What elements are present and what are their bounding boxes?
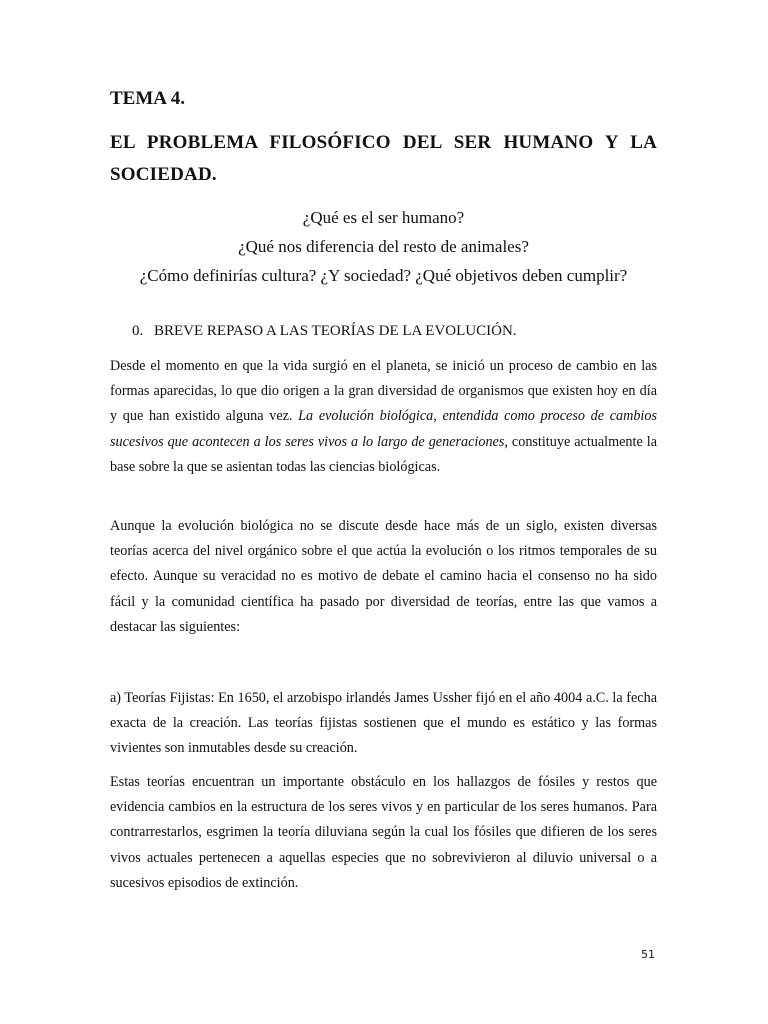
page-title: EL PROBLEMA FILOSÓFICO DEL SER HUMANO Y LA SOCIEDAD. [110, 132, 657, 185]
paragraph-fixism: a) Teorías Fijistas: En 1650, el arzobispo irlandés James Ussher fijó en el año 4004 a.C. la fecha exacta de la creación. Las teorías fijistas sostienen que el mundo es estático y las formas vivientes son inmutables desde su creación. [110, 690, 657, 757]
section-number: 0. [132, 323, 144, 339]
question-item: ¿Qué nos diferencia del resto de animales? [238, 237, 529, 256]
emphasized-definition: La evolución biológica, entendida como proceso de cambios sucesivos que acontecen a los seres vivos a lo largo de generaciones, [110, 408, 657, 450]
topic-number: TEMA 4. [110, 88, 185, 109]
paragraph-theories-overview: Aunque la evolución biológica no se discute desde hace más de un siglo, existen diversas teorías acerca del nivel orgánico sobre el que actúa la evolución o los ritmos temporales de su efecto. Aunque su veracidad no es motivo de debate el camino hacia el consenso no ha sido fácil y la comunidad científica ha pasado por diversidad de teorías, entre las que vamos a destacar las siguientes: [110, 518, 657, 635]
paragraph-fixism-obstacles: Estas teorías encuentran un importante obstáculo en los hallazgos de fósiles y restos que evidencia cambios en la estructura de los seres vivos y en particular de los seres humanos. Para contrarrestarlos, esgrimen la teoría diluviana según la cual los fósiles que difieren de los seres vivos actuales pertenecen a aquellas especies que no sobrevivieron al diluvio universal o a sucesivos episodios de extinción. [110, 774, 657, 891]
section-heading [132, 321, 517, 341]
guiding-questions [110, 203, 657, 290]
section-heading-text: BREVE REPASO A LAS TEORÍAS DE LA EVOLUCIÓN. [154, 323, 517, 339]
paragraph-text: constituye actualmente la base sobre la que se asientan todas las ciencias biológicas. [110, 433, 658, 475]
page-number: 51 [641, 948, 655, 961]
question-item: ¿Qué es el ser humano? [302, 208, 465, 227]
paragraph-text: Desde el momento en que la vida surgió en el planeta, se inició un proceso de cambio en las formas aparecidas, lo que dio origen a la gran diversidad de organismos que existen hoy en día y que han existido alguna vez. [110, 358, 657, 425]
question-item: ¿Cómo definirías cultura? ¿Y sociedad? ¿Qué objetivos deben cumplir? [139, 266, 628, 285]
paragraph-intro [110, 354, 657, 480]
